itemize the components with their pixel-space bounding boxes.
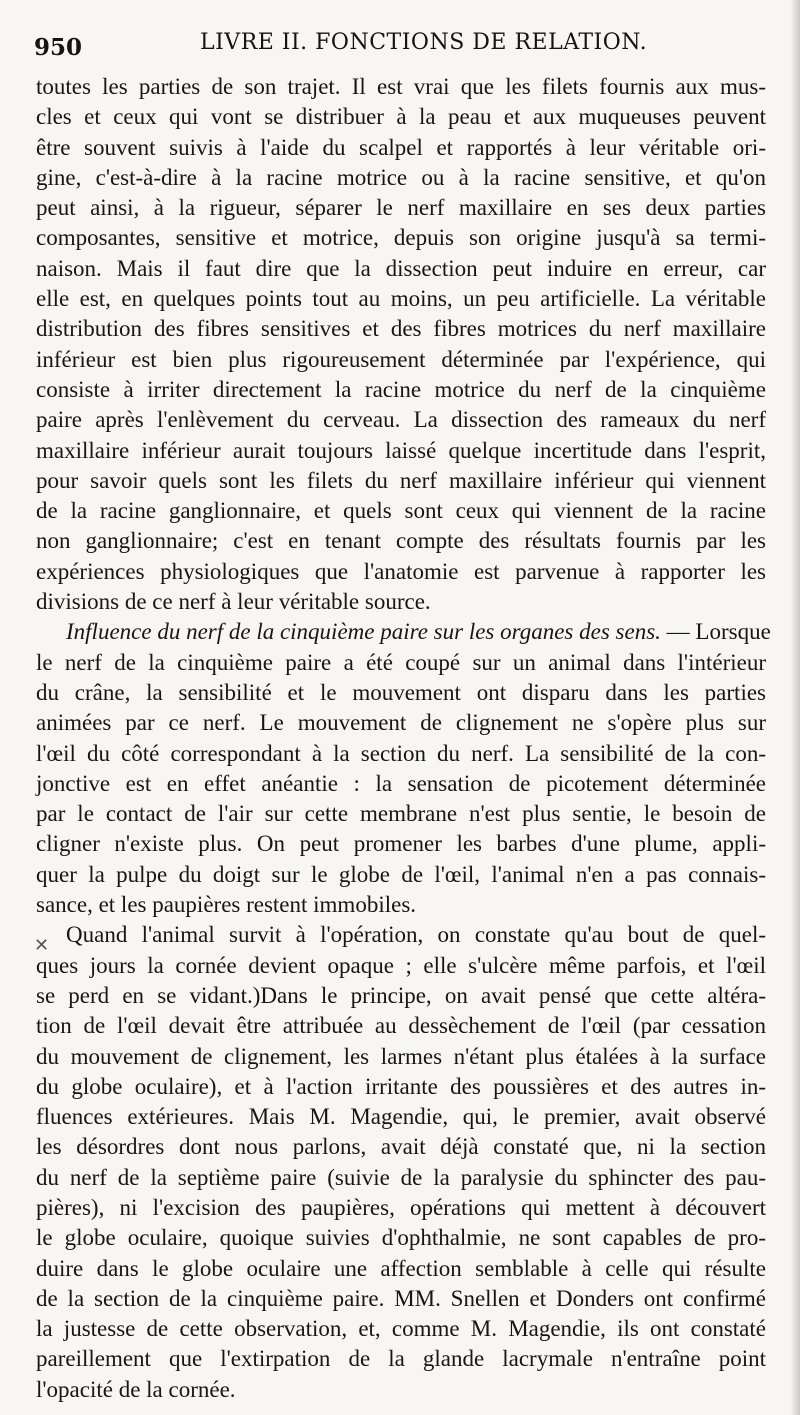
text-line: du mouvement de clignement, les larmes n'étant plus étalées à la surface [36,1043,766,1069]
text-line: fluences extérieures. Mais M. Magendie, qui, le premier, avait observé [36,1104,766,1130]
text-line: l'œil du côté correspondant à la section du nerf. La sensibilité de la con- [36,740,766,766]
text-line: jonctive est en effet anéantie : la sensation de picotement déterminée [36,770,766,796]
text-line: toutes les parties de son trajet. Il est vrai que les filets fournis aux mus- [36,74,766,99]
text-line: ques jours la cornée devient opaque ; elle s'ulcère même parfois, et l'œil [36,952,766,978]
text-line: pareillement que l'extirpation de la glande lacrymale n'entraîne point [36,1346,766,1372]
text-line: cles et ceux qui vont se distribuer à la peau et aux muqueuses peuvent [36,104,766,130]
paragraph-sense-organs [36,617,771,920]
text-line: l'opacité de la cornée. [36,1376,236,1402]
text-line: par le contact de l'air sur cette membrane n'est plus sentie, le besoin de [36,801,766,827]
text-line: peut ainsi, à la rigueur, séparer le nerf maxillaire en ses deux parties [36,195,766,221]
text-line: composantes, sensitive et motrice, depuis son origine jusqu'à sa termi- [36,225,766,251]
text-line: animées par ce nerf. Le mouvement de clignement ne s'opère plus sur [36,710,766,736]
text-line: pières), ni l'excision des paupières, opérations qui mettent à découvert [36,1194,766,1220]
text-line: gine, c'est-à-dire à la racine motrice ou à la racine sensitive, et qu'on [36,164,766,190]
text-line: inférieur est bien plus rigoureusement déterminée par l'expérience, qui [36,346,766,372]
text-line: non ganglionnaire; c'est en tenant compte des résultats fournis par les [36,528,766,554]
text-line: quer la pulpe du doigt sur le globe de l'œil, l'animal n'en a pas connais- [36,861,766,887]
text-line: le nerf de la cinquième paire a été coupé sur un animal dans l'intérieur [36,649,766,675]
text-line: pour savoir quels sont les filets du nerf maxillaire inférieur qui viennent [36,467,766,493]
text-line: distribution des fibres sensitives et des fibres motrices du nerf maxillaire [36,316,766,342]
page-edge-shadow [790,0,800,1415]
page-header [34,28,774,62]
text-line: sance, et les paupières restent immobiles. [36,892,417,918]
text-line: se perd en se vidant.)Dans le principe, on avait pensé que cette altéra- [36,982,766,1008]
text-line: paire après l'enlèvement du cerveau. La dissection des rameaux du nerf [36,407,766,433]
text-line: cligner n'existe plus. On peut promener les barbes d'une plume, appli- [36,831,766,857]
text-line: du nerf de la septième paire (suivie de la paralysie du sphincter des pau- [36,1164,766,1190]
text-line: les désordres dont nous parlons, avait déjà constaté que, ni la section [36,1134,766,1160]
text-line: divisions de ce nerf à leur véritable source. [36,589,431,615]
text-line: de la racine ganglionnaire, et quels sont ceux qui viennent de la racine [36,498,766,524]
body-text [36,72,771,1405]
section-lead-line [36,617,771,647]
text-line: du crâne, la sensibilité et le mouvement ont disparu dans les parties [36,679,766,705]
running-title: LIVRE II. FONCTIONS DE RELATION. [200,30,648,55]
text-line: être souvent suivis à l'aide du scalpel et rapportés à leur véritable ori- [36,134,766,160]
text-line: tion de l'œil devait être attribuée au dessèchement de l'œil (par cessation [36,1013,766,1039]
text-line: elle est, en quelques points tout au moins, un peu artificielle. La véritable [36,286,766,312]
text-line: Quand l'animal survit à l'opération, on constate qu'au bout de quel- [66,922,766,948]
text-line: de la section de la cinquième paire. MM. Snellen et Donders ont confirmé [36,1285,766,1311]
text-line: du globe oculaire), et à l'action irritante des poussières et des autres in- [36,1073,766,1099]
paragraph-dissection [36,72,766,617]
section-lead-rest: — Lorsque [660,619,771,645]
text-line: duire dans le globe oculaire une affection semblable à celle qui résulte [36,1255,766,1281]
text-line: consiste à irriter directement la racine motrice du nerf de la cinquième [36,376,766,402]
page-number: 950 [34,34,83,61]
text-line: maxillaire inférieur aurait toujours laissé quelque incertitude dans l'esprit, [36,437,766,463]
section-heading-italic: Influence du nerf de la cinquième paire sur les organes des sens. [66,619,661,645]
handwritten-margin-mark: ✕ [34,935,50,956]
text-line: naison. Mais il faut dire que la dissection peut induire en erreur, car [36,255,766,281]
text-line: expériences physiologiques que l'anatomie est parvenue à rapporter les [36,558,766,584]
paragraph-cornea [36,920,766,1405]
text-line: la justesse de cette observation, et, comme M. Magendie, ils ont constaté [36,1316,766,1342]
text-line: le globe oculaire, quoique suivies d'ophthalmie, ne sont capables de pro- [36,1225,766,1251]
